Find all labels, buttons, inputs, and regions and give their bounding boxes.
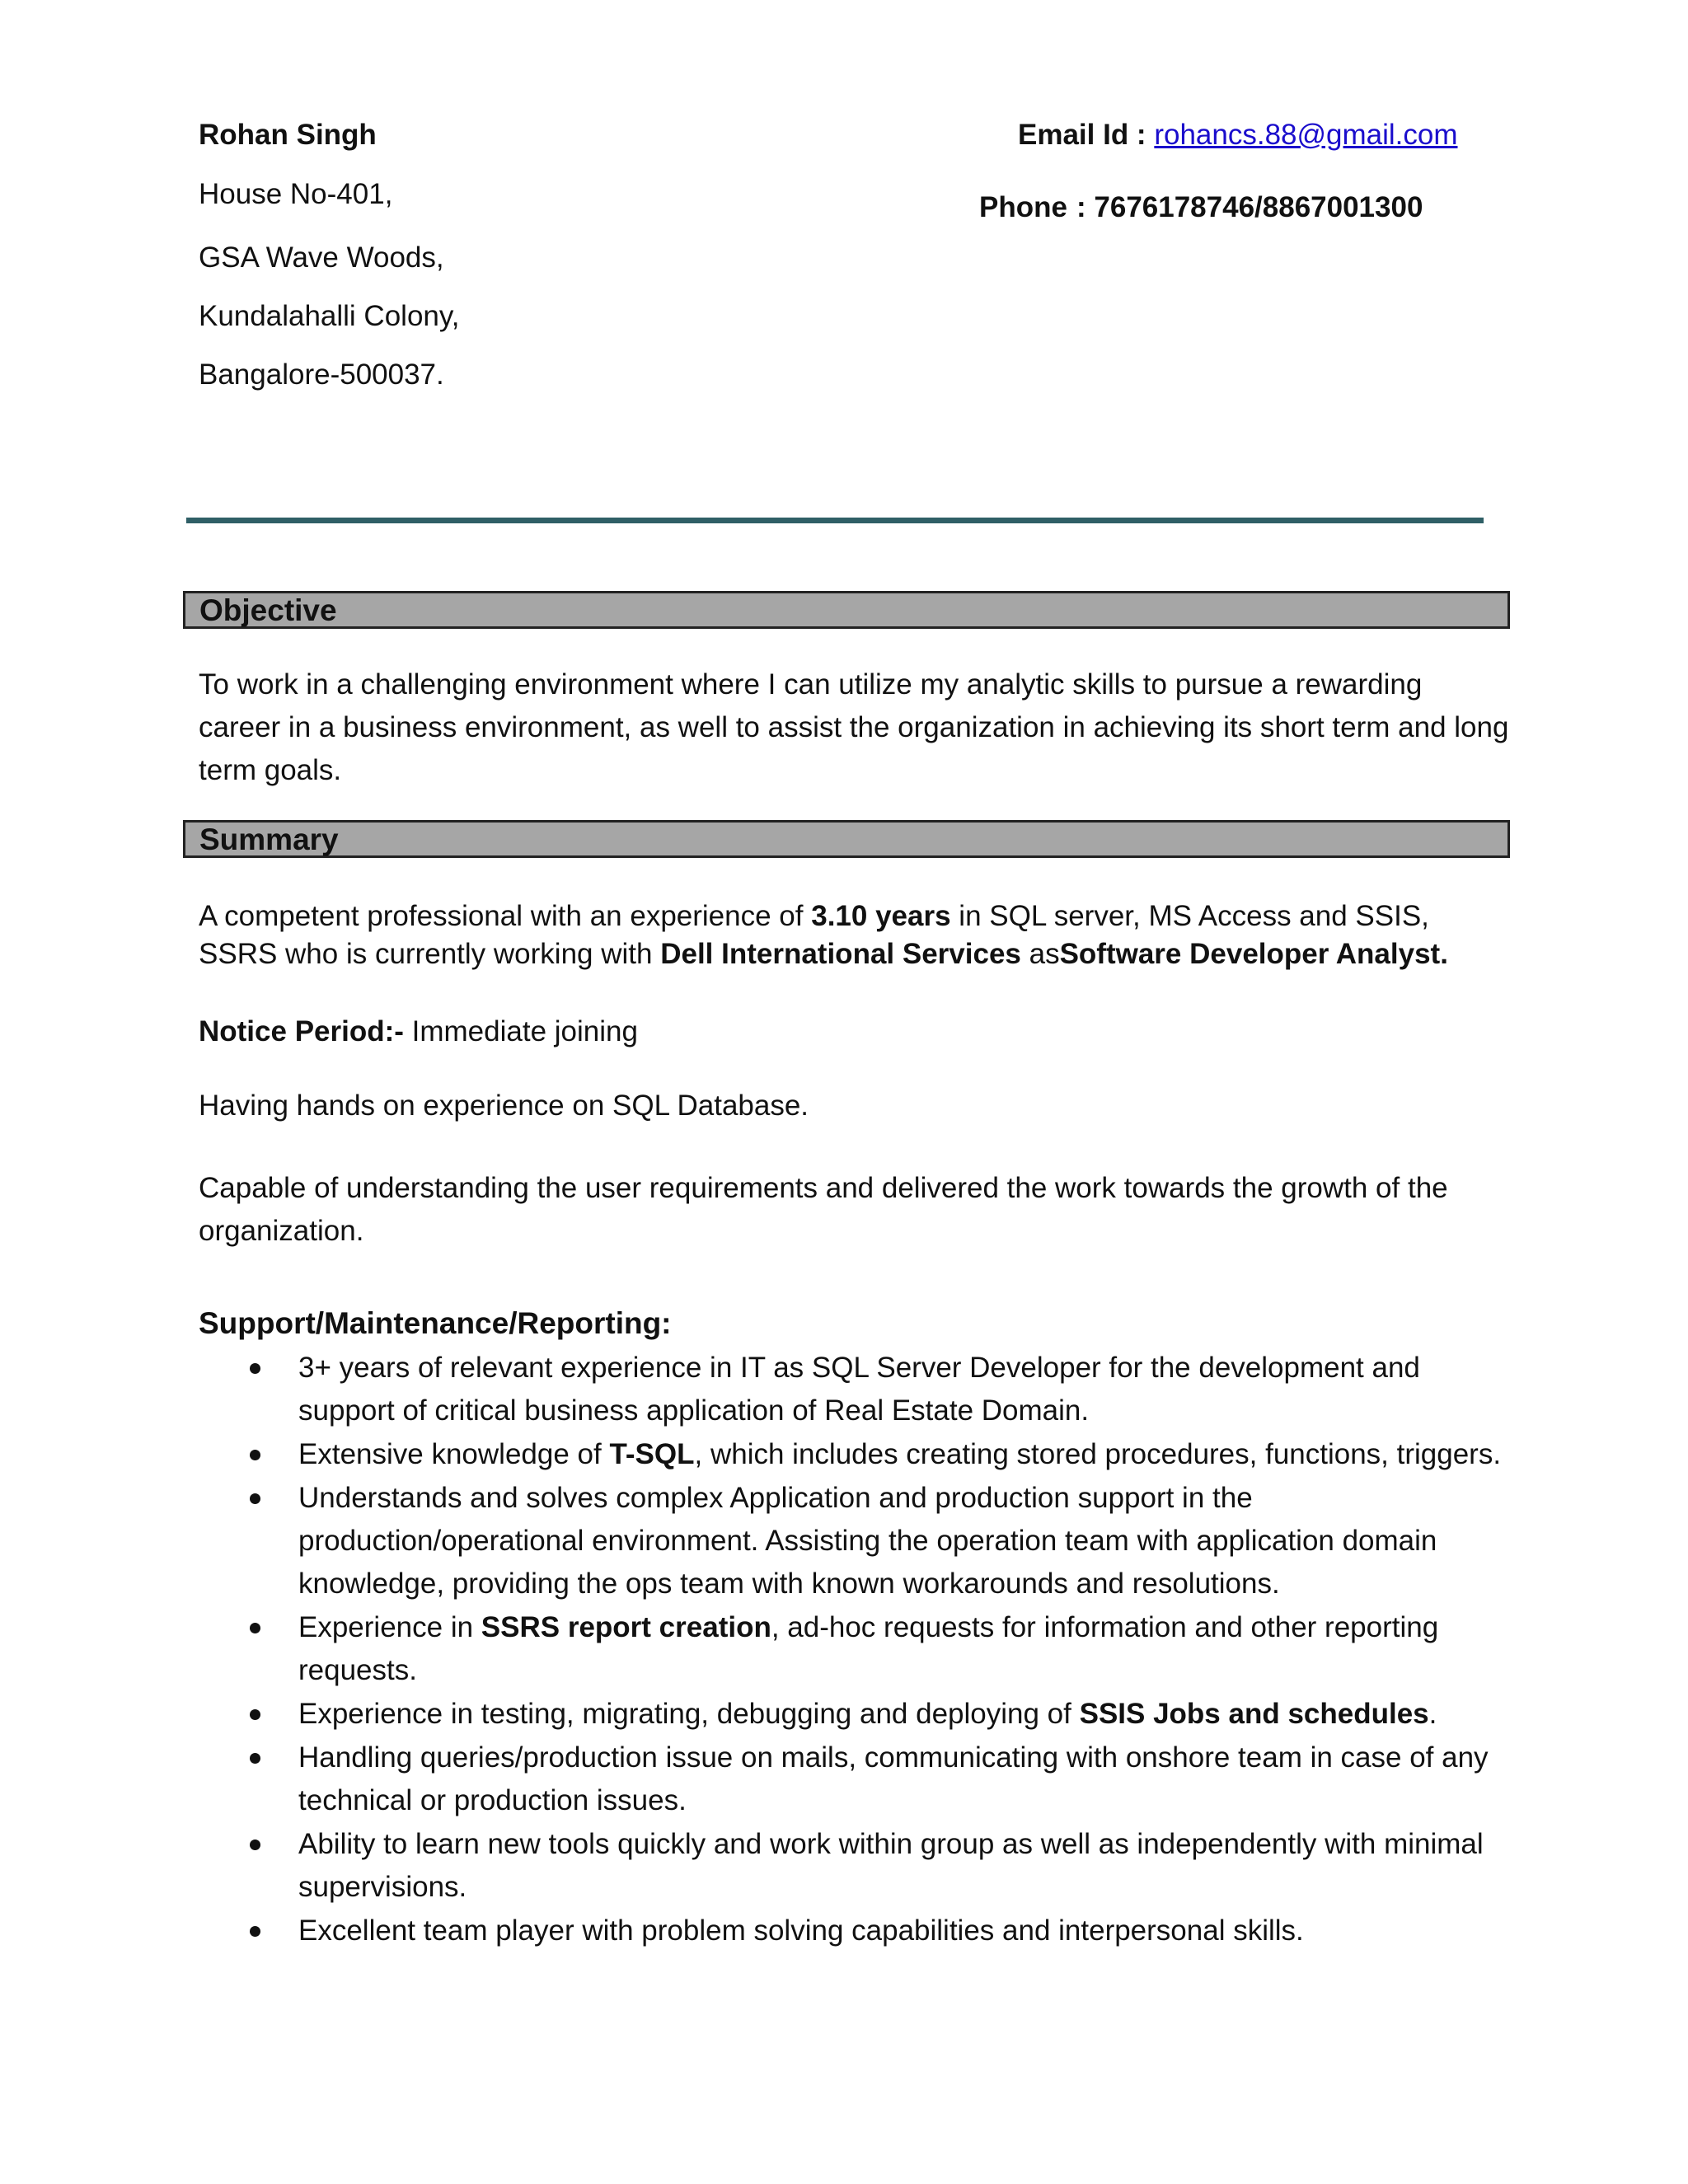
phone-separator: : <box>1076 191 1086 223</box>
objective-section-bar <box>183 591 1510 629</box>
address-line-4: Bangalore-500037. <box>199 359 444 391</box>
bullet-text-4a: Experience in <box>298 1611 481 1643</box>
capable-paragraph: Capable of understanding the user requirements and delivered the work towards the growth of the organization. <box>199 1172 1448 1247</box>
bullet-icon <box>250 1450 260 1460</box>
notice-period-value: Immediate joining <box>403 1015 638 1047</box>
bullet-text-3: Understands and solves complex Application and production support in the production/operational environment. Assisting the operation team with application domain knowledge, providing the ops team with known workarounds and resolutions. <box>298 1482 1437 1600</box>
summary-intro-1: A competent professional with an experience of <box>199 900 812 932</box>
summary-years: 3.10 years <box>811 900 951 932</box>
support-bullet-list <box>199 1347 1517 1953</box>
bullet-text-1: 3+ years of relevant experience in IT as SQL Server Developer for the development and support of critical business application of Real Estate Domain. <box>298 1352 1420 1427</box>
bullet-icon <box>250 1926 260 1937</box>
summary-role: Software Developer Analyst. <box>1059 938 1448 970</box>
bullet-text-2a: Extensive knowledge of <box>298 1438 610 1470</box>
header-divider <box>186 518 1484 523</box>
notice-period <box>199 1010 638 1053</box>
summary-intro <box>199 898 1509 973</box>
list-item <box>199 1606 1517 1692</box>
bullet-icon <box>250 1753 260 1764</box>
phone-label: Phone <box>979 191 1067 223</box>
address-line-2: GSA Wave Woods, <box>199 241 444 274</box>
list-item <box>199 1347 1517 1432</box>
hands-on-experience: Having hands on experience on SQL Database. <box>199 1090 809 1122</box>
list-item <box>199 1477 1517 1605</box>
summary-title: Summary <box>199 823 339 856</box>
bullet-text-2-bold: T-SQL <box>609 1438 695 1470</box>
summary-intro-paragraph <box>199 898 1509 973</box>
address-line-1: House No-401, <box>199 178 393 210</box>
capable-text <box>199 1167 1509 1253</box>
summary-intro-2: in SQL server, MS Access and SSIS, SSRS who is currently working with <box>199 900 1429 970</box>
support-heading: Support/Maintenance/Reporting: <box>199 1306 672 1340</box>
summary-section-bar <box>183 820 1510 858</box>
notice-period-label: Notice Period:- <box>199 1015 404 1047</box>
list-item <box>199 1693 1517 1736</box>
bullet-icon <box>250 1709 260 1720</box>
bullet-text-5-bold: SSIS Jobs and schedules <box>1079 1698 1429 1730</box>
objective-text <box>199 663 1509 792</box>
summary-company: Dell International Services <box>660 938 1021 970</box>
list-item <box>199 1823 1517 1909</box>
bullet-text-8: Excellent team player with problem solving capabilities and interpersonal skills. <box>298 1915 1304 1947</box>
objective-title: Objective <box>199 593 337 627</box>
bullet-text-4-bold: SSRS report creation <box>481 1611 771 1643</box>
bullet-icon <box>250 1493 260 1504</box>
list-item <box>199 1910 1517 1952</box>
summary-intro-3: as <box>1020 938 1060 970</box>
bullet-icon <box>250 1363 260 1374</box>
email-row <box>1018 114 1458 157</box>
bullet-text-5a: Experience in testing, migrating, debugging and deploying of <box>298 1698 1080 1730</box>
list-item <box>199 1736 1517 1822</box>
email-link[interactable]: rohancs.88@gmail.com <box>1154 119 1458 151</box>
bullet-text-4b: , ad-hoc requests for information and other reporting requests. <box>298 1611 1439 1686</box>
list-item <box>199 1433 1517 1476</box>
bullet-text-7: Ability to learn new tools quickly and work within group as well as independently with minimal supervisions. <box>298 1828 1484 1903</box>
bullet-text-6: Handling queries/production issue on mails, communicating with onshore team in case of any technical or production issues. <box>298 1741 1489 1816</box>
bullet-icon <box>250 1623 260 1633</box>
bullet-text-5b: . <box>1428 1698 1437 1730</box>
bullet-text-2b: , which includes creating stored procedures, functions, triggers. <box>694 1438 1502 1470</box>
phone-row <box>979 186 1423 229</box>
address-line-3: Kundalahalli Colony, <box>199 300 460 332</box>
candidate-name: Rohan Singh <box>199 119 377 151</box>
bullet-icon <box>250 1840 260 1850</box>
phone-value: 7676178746/8867001300 <box>1094 191 1423 223</box>
email-label: Email Id : <box>1018 119 1146 151</box>
objective-paragraph: To work in a challenging environment where I can utilize my analytic skills to pursue a rewarding career in a business environment, as well to assist the organization in achieving its short term and long term goals. <box>199 668 1509 786</box>
